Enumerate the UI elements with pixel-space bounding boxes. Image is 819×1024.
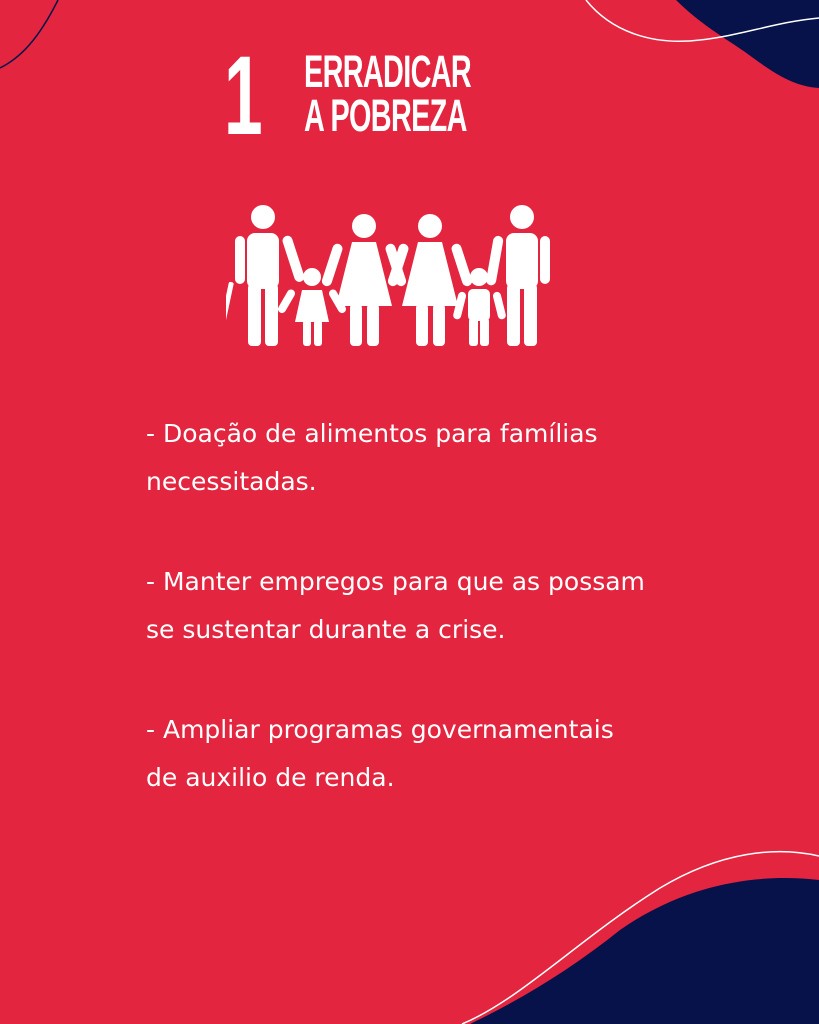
bullet-line: - Ampliar programas governamentais [146, 715, 614, 744]
bullet-line: de auxilio de renda. [146, 763, 395, 792]
family-icon [226, 204, 556, 348]
figure-elder [226, 205, 306, 346]
bullet-item [146, 558, 706, 654]
bullet-line: - Doação de alimentos para famílias [146, 419, 598, 448]
bullet-list [146, 410, 706, 854]
goal-title-line2: A POBREZA [304, 90, 467, 141]
figure-girl [277, 268, 348, 346]
bullet-line: se sustentar durante a crise. [146, 615, 506, 644]
bullet-line: - Manter empregos para que as possam [146, 567, 645, 596]
bullet-item [146, 410, 706, 506]
figure-man [485, 205, 550, 346]
goal-title [304, 46, 472, 141]
bullet-line: necessitadas. [146, 467, 317, 496]
goal-number: 1 [224, 33, 262, 158]
figure-boy [452, 268, 506, 346]
bullet-item [146, 706, 706, 802]
goal-title-line1: ERRADICAR [304, 46, 472, 97]
